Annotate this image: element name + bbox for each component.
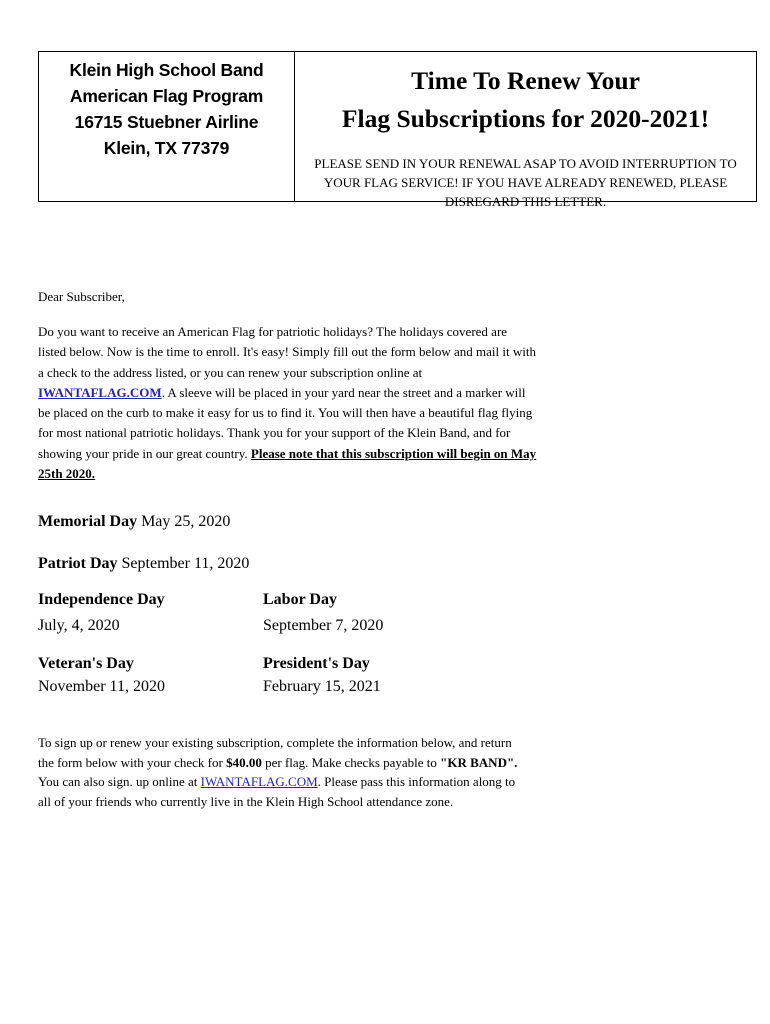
holiday-date: November 11, 2020 [38,678,165,695]
holiday-name: Veteran's Day [38,655,134,672]
website-link[interactable]: IWANTAFLAG.COM [38,384,162,400]
intro-text: Do you want to receive an American Flag for patriotic holidays? The holidays covered are listed below. Now is the time to enroll. It's easy! Simply fill out the form below and mail it with a check to the address listed, or you can renew your subscription online at [38,324,536,380]
website-link-2[interactable]: IWANTAFLAG.COM [200,774,318,789]
signup-text: You can also sign. up online at [38,774,201,789]
holiday-presidents [263,651,381,700]
holiday-name: Patriot Day [38,555,118,572]
payee: "KR BAND". [440,754,518,770]
holiday-name: Labor Day [263,591,337,608]
holiday-name: President's Day [263,655,370,672]
address-line: Klein, TX 77379 [103,138,230,158]
holiday-date: May 25, 2020 [141,513,231,530]
signup-text: To sign up or renew your existing subscription, complete the information below, and return the form below with your check for [38,735,512,770]
holiday-independence [38,587,165,639]
return-address [39,52,295,201]
title-block [295,52,756,209]
letter-header [38,51,757,209]
intro-text-continued: . A sleeve will be placed in your yard near the street and a marker will be placed on the curb to make it easy for us to find it. You will then have a beautiful flag flying for most national patriotic holidays. Thank you for your support of the Klein Band, and for showing your pride in our great country. [38,384,533,461]
holiday-date: September 11, 2020 [121,555,250,572]
holiday-veterans [38,651,165,700]
holiday-memorial [38,513,230,531]
price: $40.00 [226,754,262,770]
start-date-note: Please note that this subscription will begin on May 25th 2020. [38,445,537,482]
page-title-line-1: Time To Renew Your [411,66,640,95]
holiday-name: Memorial Day [38,513,138,530]
intro-paragraph [38,322,538,484]
holiday-date: February 15, 2021 [263,678,381,695]
renewal-notice: PLEASE SEND IN YOUR RENEWAL ASAP TO AVOID INTERRUPTION TO YOUR FLAG SERVICE! IF YOU HAVE ALREADY RENEWED, PLEASE DISREGARD THIS LETTER. [314,156,737,209]
greeting: Dear Subscriber, [38,289,125,304]
signup-paragraph [38,733,528,811]
holiday-name: Independence Day [38,591,165,608]
address-line: 16715 Stuebner Airline [74,112,259,132]
signup-text: . Please pass this information along to all of your friends who currently live in the Klein High School attendance zone. [38,774,516,809]
address-line: Klein High School Band [69,60,264,80]
address-line: American Flag Program [69,86,264,106]
holiday-labor [263,587,383,639]
holiday-patriot [38,555,249,573]
page-title-line-2: Flag Subscriptions for 2020-2021! [341,104,710,133]
holiday-date: September 7, 2020 [263,617,384,634]
holiday-date: July, 4, 2020 [38,617,120,634]
signup-text: per flag. Make checks payable to [261,754,441,770]
